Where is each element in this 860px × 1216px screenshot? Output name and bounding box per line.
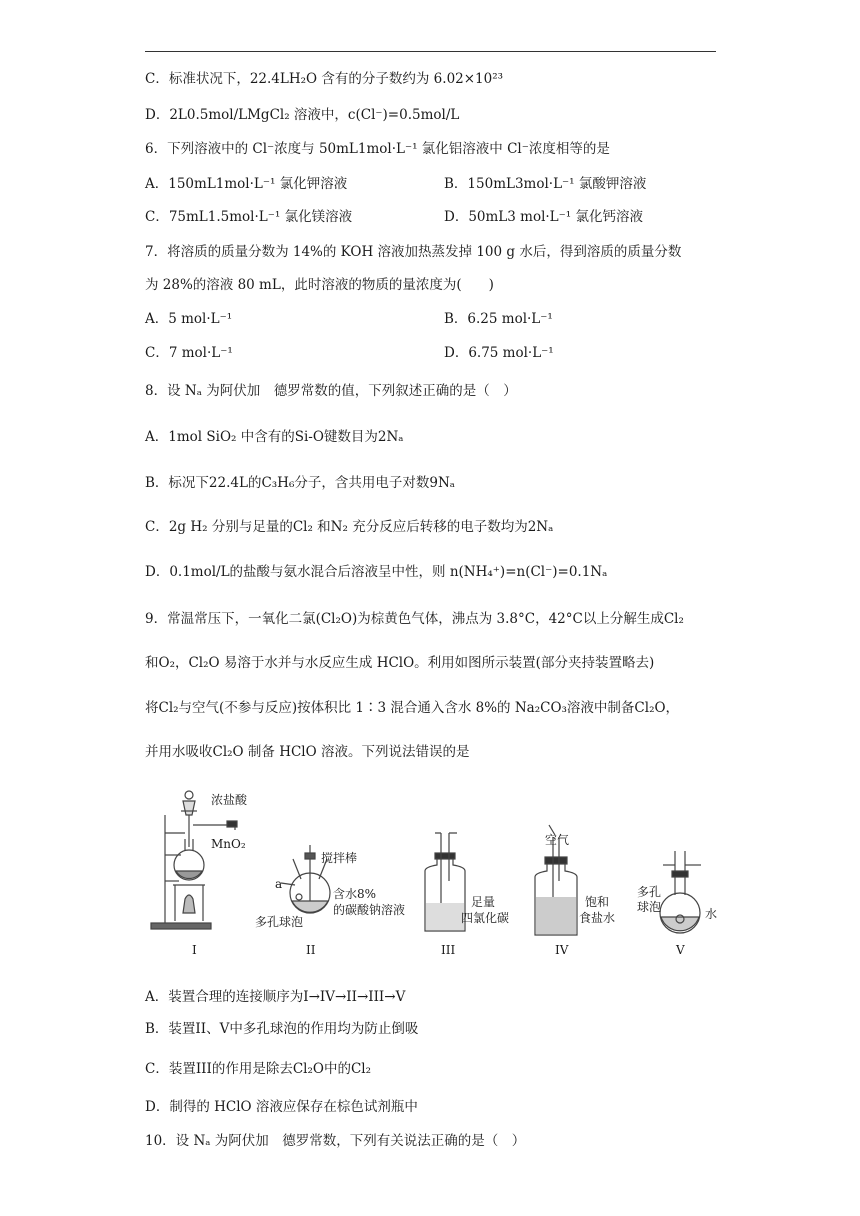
q9-stem-line4: 并用水吸收Cl₂O 制备 HClO 溶液。下列说法错误的是 xyxy=(145,744,470,760)
q6-option-a: A．150mL1mol·L⁻¹ 氯化钾溶液 xyxy=(145,176,348,192)
label-ccl4-2: 四氯化碳 xyxy=(461,911,510,925)
q10-stem: 10．设 Nₐ 为阿伏加 德罗常数，下列有关说法正确的是（ ） xyxy=(145,1133,526,1149)
roman-iv: IV xyxy=(555,943,569,957)
label-stirrer: 搅拌棒 xyxy=(321,851,358,865)
q9-stem-line3: 将Cl₂与空气(不参与反应)按体积比 1∶3 混合通入含水 8%的 Na₂CO₃溶液中制备Cl₂O， xyxy=(145,700,680,716)
q9-stem-line2: 和O₂，Cl₂O 易溶于水并与水反应生成 HClO。利用如图所示装置(部分夹持装置略去) xyxy=(145,655,655,671)
q7-option-d: D．6.75 mol·L⁻¹ xyxy=(444,345,554,361)
label-conc-hcl: 浓盐酸 xyxy=(211,793,248,807)
q9-option-d: D．制得的 HClO 溶液应保存在棕色试剂瓶中 xyxy=(145,1099,418,1115)
q9-option-a: A．装置合理的连接顺序为I→IV→II→III→V xyxy=(145,989,406,1005)
roman-v: V xyxy=(676,943,685,957)
label-water: 水 xyxy=(705,907,718,921)
roman-i: I xyxy=(192,943,197,957)
apparatus-drawing xyxy=(145,785,725,965)
apparatus-i xyxy=(151,791,237,929)
label-water-8: 含水8% xyxy=(333,887,377,901)
q8-stem: 8．设 Nₐ 为阿伏加 德罗常数的值，下列叙述正确的是（ ） xyxy=(145,383,517,399)
q6-option-b: B．150mL3mol·L⁻¹ 氯酸钾溶液 xyxy=(444,176,647,192)
label-air: 空气 xyxy=(545,833,570,847)
q6-option-c: C．75mL1.5mol·L⁻¹ 氯化镁溶液 xyxy=(145,209,353,225)
roman-ii: II xyxy=(306,943,316,957)
q6-stem: 6．下列溶液中的 Cl⁻浓度与 50mL1mol·L⁻¹ 氯化铝溶液中 Cl⁻浓度相等的是 xyxy=(145,141,610,157)
label-brine-1: 饱和 xyxy=(585,895,610,909)
label-porous-bulb-ii: 多孔球泡 xyxy=(255,915,304,929)
apparatus-v xyxy=(660,851,701,933)
q8-option-b: B．标况下22.4L的C₃H₆分子，含共用电子对数9Nₐ xyxy=(145,475,455,491)
q7-option-c: C．7 mol·L⁻¹ xyxy=(145,345,233,361)
q7-stem-line2: 为 28%的溶液 80 mL，此时溶液的物质的量浓度为( ) xyxy=(145,277,494,293)
q6-option-d: D．50mL3 mol·L⁻¹ 氯化钙溶液 xyxy=(444,209,643,225)
apparatus-iii xyxy=(425,833,465,931)
label-ccl4-1: 足量 xyxy=(471,895,496,909)
q8-option-c: C．2g H₂ 分别与足量的Cl₂ 和N₂ 充分反应后转移的电子数均为2Nₐ xyxy=(145,519,554,535)
q9-stem-line1: 9．常温常压下，一氧化二氯(Cl₂O)为棕黄色气体，沸点为 3.8°C，42°C以上分解生成Cl₂ xyxy=(145,611,684,627)
q8-option-a: A．1mol SiO₂ 中含有的Si-O键数目为2Nₐ xyxy=(145,429,404,445)
q9-option-b: B．装置II、V中多孔球泡的作用均为防止倒吸 xyxy=(145,1021,419,1037)
label-porous-v-1: 多孔 xyxy=(637,885,662,899)
label-brine-2: 食盐水 xyxy=(579,911,616,925)
label-inlet-a: a xyxy=(275,877,283,891)
header-rule xyxy=(145,51,716,52)
q7-option-a: A．5 mol·L⁻¹ xyxy=(145,311,233,327)
apparatus-figure xyxy=(145,785,725,965)
label-mno2: MnO₂ xyxy=(211,837,246,851)
q5-option-c: C．标准状况下，22.4LH₂O 含有的分子数约为 6.02×10²³ xyxy=(145,71,504,87)
q5-option-d: D．2L0.5mol/LMgCl₂ 溶液中，c(Cl⁻)=0.5mol/L xyxy=(145,107,460,123)
q7-option-b: B．6.25 mol·L⁻¹ xyxy=(444,311,553,327)
q7-stem-line1: 7．将溶质的质量分数为 14%的 KOH 溶液加热蒸发掉 100 g 水后，得到溶质的质量分数 xyxy=(145,244,682,260)
label-porous-v-2: 球泡 xyxy=(637,900,662,914)
q8-option-d: D．0.1mol/L的盐酸与氨水混合后溶液呈中性，则 n(NH₄⁺)=n(Cl⁻)=0.1Nₐ xyxy=(145,564,608,580)
label-na2co3: 的碳酸钠溶液 xyxy=(333,903,406,917)
q9-option-c: C．装置III的作用是除去Cl₂O中的Cl₂ xyxy=(145,1061,372,1077)
roman-iii: III xyxy=(441,943,456,957)
